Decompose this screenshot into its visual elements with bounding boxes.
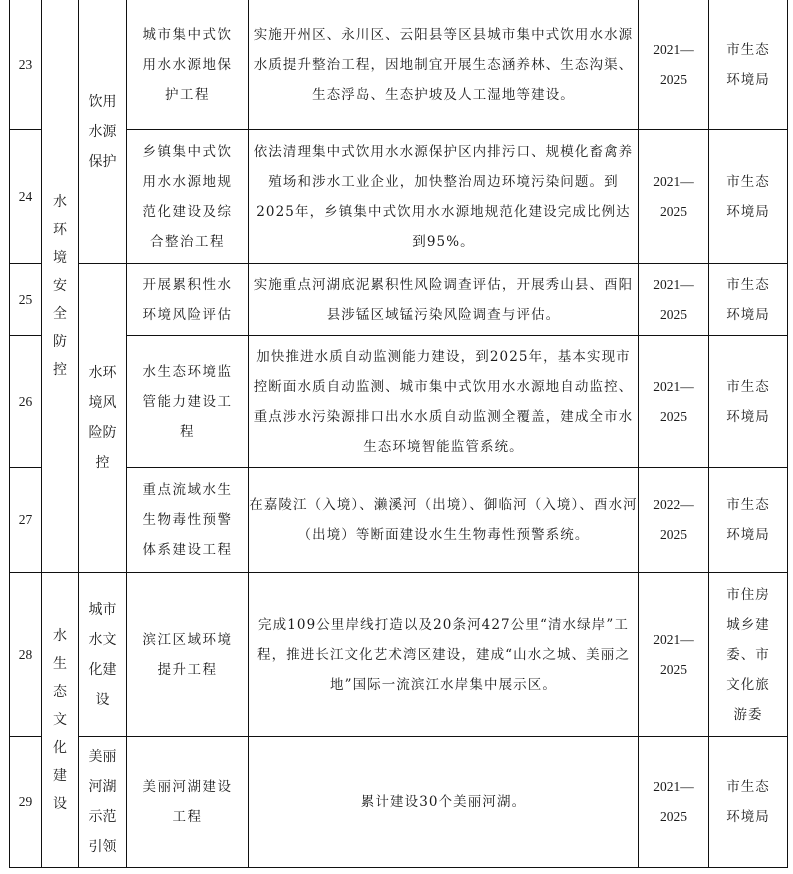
- subcategory-cell: [79, 573, 127, 737]
- project-name: 乡镇集中式饮用水水源地规范化建设及综合整治工程: [142, 143, 233, 250]
- row-number: 28: [10, 573, 42, 737]
- row-number: 29: [10, 737, 42, 868]
- row-number: 24: [10, 130, 42, 264]
- period-end: 2025: [660, 408, 687, 424]
- responsible-dept: 市生态环境局: [726, 41, 770, 88]
- subcategory-label: 水环境风险防控: [88, 365, 117, 471]
- project-name-cell: [127, 130, 249, 264]
- subcategory-label: 城市水文化建设: [88, 601, 117, 708]
- subcategory-cell: [79, 0, 127, 264]
- period-start: 2021—: [653, 276, 694, 292]
- project-description: 在嘉陵江（入境）、濑溪河（出境）、御临河（入境）、酉水河（出境）等断面建设水生生物毒性预警系统。: [249, 468, 639, 573]
- project-description: 加快推进水质自动监测能力建设，到2025年，基本实现市控断面水质自动监测、城市集中式饮用水水源地自动监控、重点涉水污染源排口出水水质自动监测全覆盖，建成全市水生态环境智能监管系统。: [249, 336, 639, 468]
- category-label: 水环境安全防控: [53, 193, 67, 378]
- period-start: 2021—: [653, 173, 694, 189]
- row-number: 26: [10, 336, 42, 468]
- responsible-dept: 市生态环境局: [726, 497, 770, 543]
- project-name: 重点流域水生生物毒性预警体系建设工程: [142, 482, 233, 558]
- project-name-cell: [127, 0, 249, 130]
- responsible-dept-cell: [709, 0, 788, 130]
- responsible-dept: 市生态环境局: [726, 276, 770, 323]
- subcategory-cell: [79, 264, 127, 573]
- project-name: 城市集中式饮用水水源地保护工程: [142, 26, 233, 103]
- table-row: [10, 468, 788, 573]
- period-end: 2025: [660, 71, 687, 87]
- period-end: 2025: [660, 306, 687, 322]
- period-cell: [639, 573, 709, 737]
- period-end: 2025: [660, 661, 687, 677]
- project-name: 水生态环境监管能力建设工程: [142, 363, 233, 440]
- period-cell: [639, 0, 709, 130]
- period-end: 2025: [660, 203, 687, 219]
- category-cell: [42, 573, 79, 868]
- subcategory-label: 美丽河湖示范引领: [88, 749, 117, 855]
- responsible-dept-cell: [709, 264, 788, 336]
- responsible-dept: 市生态环境局: [726, 779, 770, 825]
- project-name: 美丽河湖建设工程: [142, 779, 233, 825]
- table-row: [10, 130, 788, 264]
- category-label: 水生态文化建设: [53, 627, 67, 812]
- subcategory-cell: [79, 737, 127, 868]
- period-start: 2021—: [653, 41, 694, 57]
- project-name-cell: [127, 737, 249, 868]
- responsible-dept-cell: [709, 573, 788, 737]
- period-cell: [639, 336, 709, 468]
- responsible-dept: 市生态环境局: [726, 173, 770, 220]
- period-start: 2022—: [653, 497, 694, 512]
- responsible-dept-cell: [709, 336, 788, 468]
- period-start: 2021—: [653, 779, 694, 794]
- project-name: 滨江区域环境提升工程: [142, 631, 233, 678]
- period-end: 2025: [660, 809, 687, 824]
- period-start: 2021—: [653, 378, 694, 394]
- project-name-cell: [127, 336, 249, 468]
- table-row: [10, 737, 788, 868]
- table-row: [10, 336, 788, 468]
- table-row: [10, 0, 788, 130]
- period-start: 2021—: [653, 631, 694, 647]
- row-number: 27: [10, 468, 42, 573]
- row-number: 25: [10, 264, 42, 336]
- row-number: 23: [10, 0, 42, 130]
- project-name-cell: [127, 264, 249, 336]
- project-description: 实施重点河湖底泥累积性风险调查评估，开展秀山县、酉阳县涉锰区域锰污染风险调查与评估。: [249, 264, 639, 336]
- project-name-cell: [127, 573, 249, 737]
- responsible-dept: 市生态环境局: [726, 378, 770, 425]
- project-table: [9, 0, 788, 868]
- project-name-cell: [127, 468, 249, 573]
- table-row: [10, 264, 788, 336]
- category-cell: [42, 0, 79, 573]
- project-name: 开展累积性水环境风险评估: [142, 276, 233, 323]
- subcategory-label: 饮用水源保护: [88, 93, 117, 170]
- period-end: 2025: [660, 527, 687, 542]
- responsible-dept-cell: [709, 468, 788, 573]
- project-description: 累计建设30个美丽河湖。: [249, 737, 639, 868]
- table-row: [10, 573, 788, 737]
- responsible-dept-cell: [709, 737, 788, 868]
- responsible-dept: 市住房城乡建委、市文化旅游委: [726, 586, 770, 723]
- project-description: 实施开州区、永川区、云阳县等区县城市集中式饮用水水源水质提升整治工程，因地制宜开展生态涵养林、生态沟渠、生态浮岛、生态护坡及人工湿地等建设。: [249, 0, 639, 130]
- period-cell: [639, 737, 709, 868]
- period-cell: [639, 264, 709, 336]
- project-description: 依法清理集中式饮用水水源保护区内排污口、规模化畜禽养殖场和涉水工业企业，加快整治周边环境污染问题。到2025年，乡镇集中式饮用水水源地规范化建设完成比例达到95%。: [249, 130, 639, 264]
- responsible-dept-cell: [709, 130, 788, 264]
- period-cell: [639, 130, 709, 264]
- project-description: 完成109公里岸线打造以及20条河427公里“清水绿岸”工程，推进长江文化艺术湾区建设，建成“山水之城、美丽之地”国际一流滨江水岸集中展示区。: [249, 573, 639, 737]
- period-cell: [639, 468, 709, 573]
